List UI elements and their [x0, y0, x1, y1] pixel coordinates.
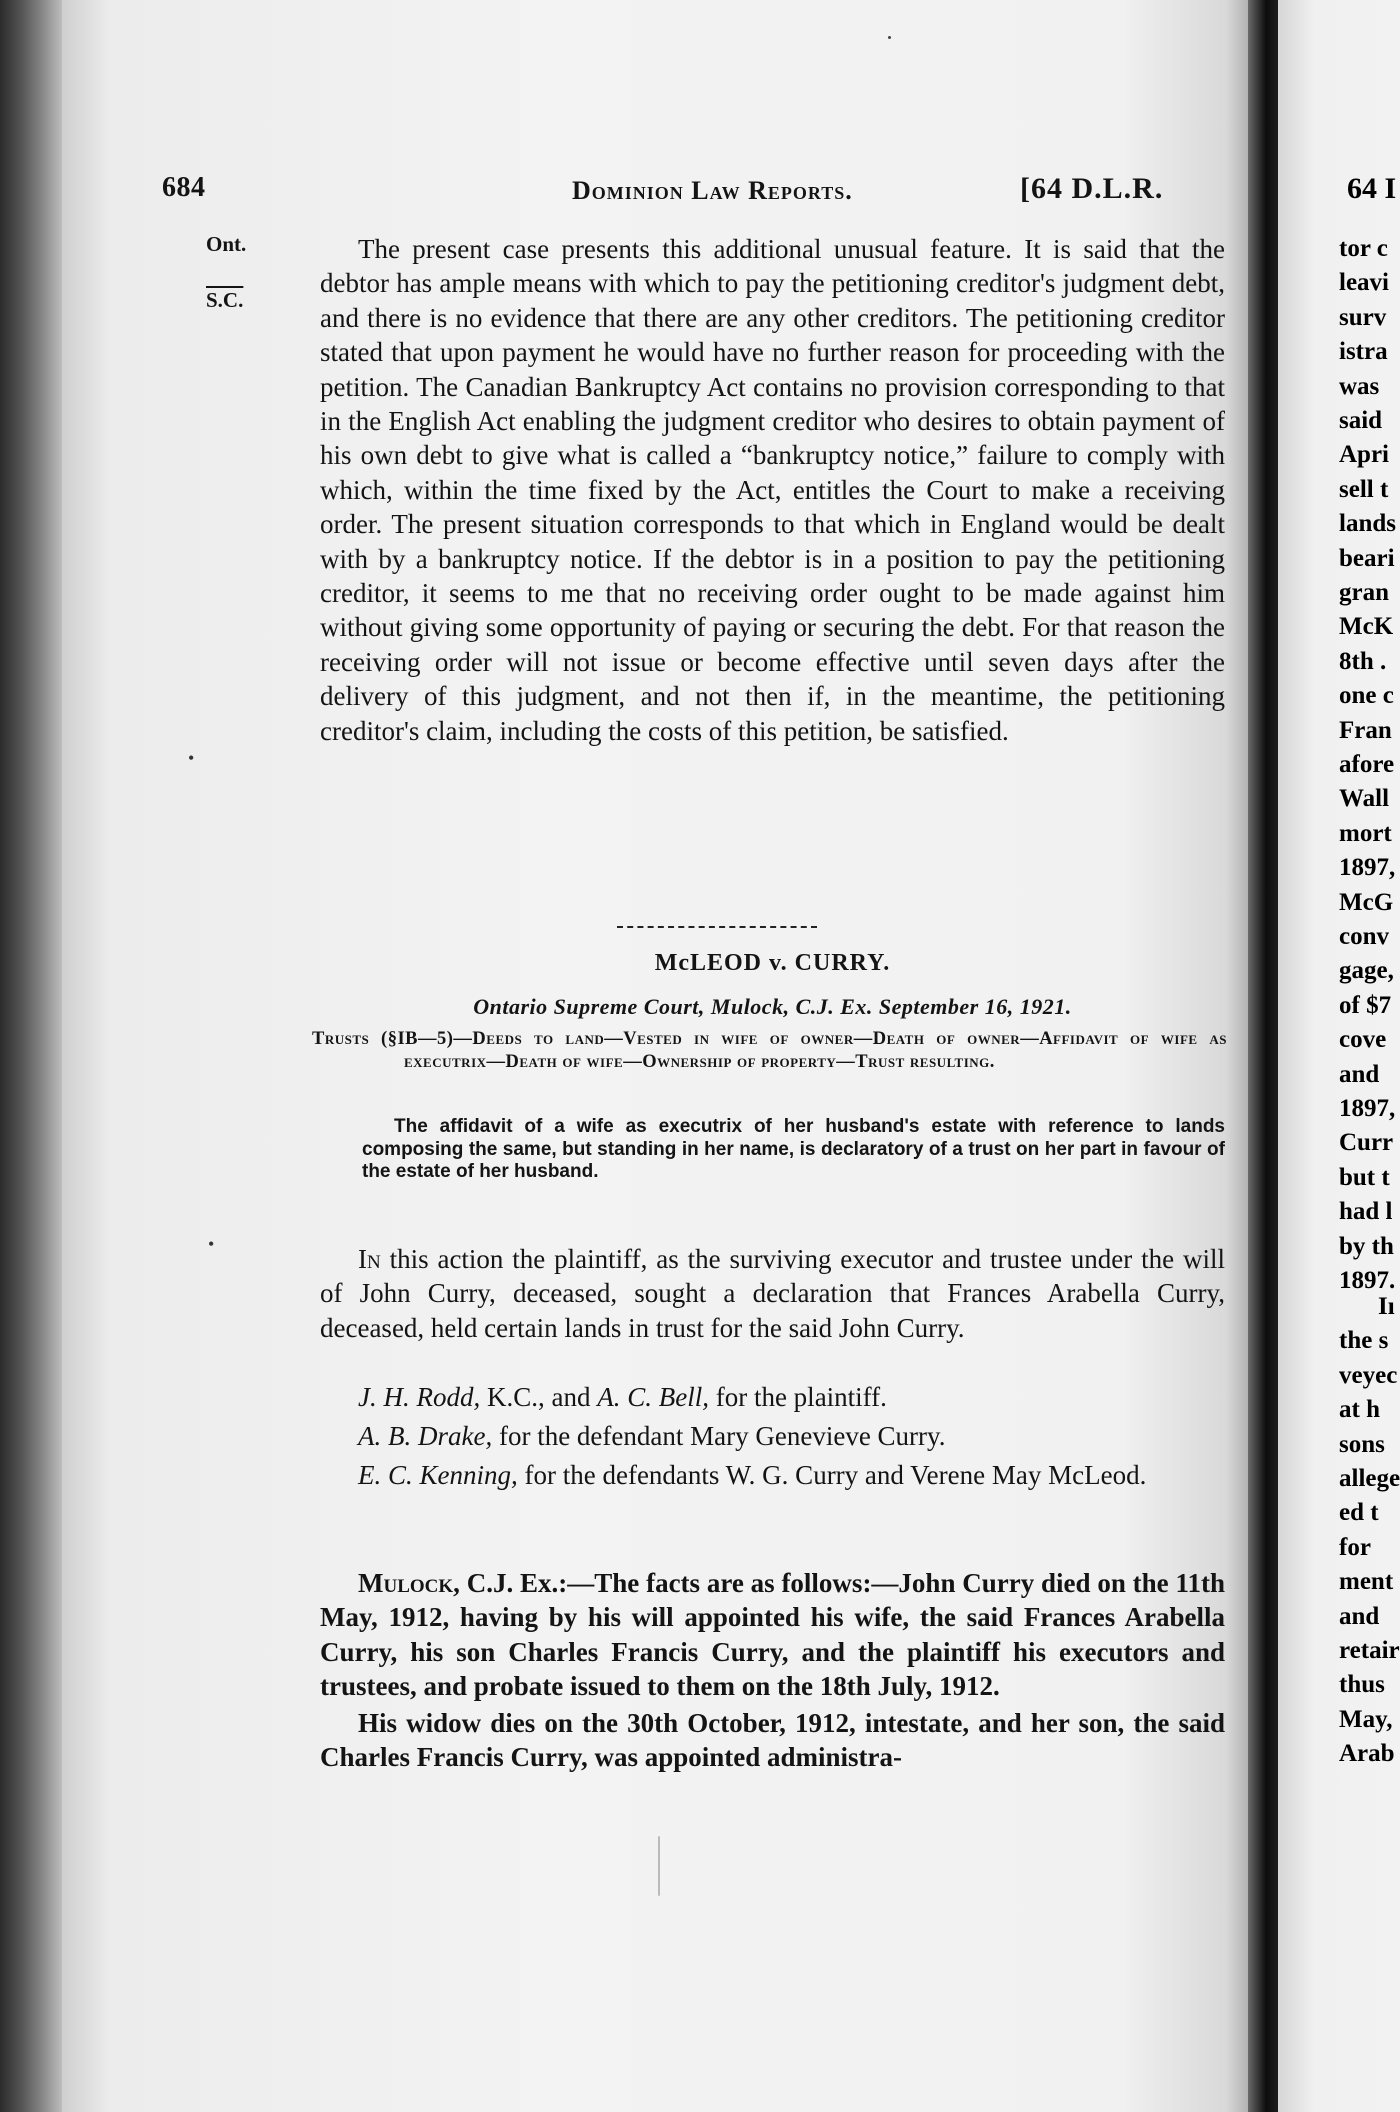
right-page-line: Apri — [1339, 441, 1389, 469]
right-page-line: was — [1339, 372, 1380, 400]
right-page-line: but t — [1339, 1163, 1390, 1191]
margin-note-jurisdiction: Ont. — [206, 232, 247, 256]
print-speck — [888, 36, 891, 39]
right-page-line: lands — [1339, 510, 1396, 538]
action-lead-word: In — [358, 1244, 381, 1274]
right-page-line: tor c — [1339, 235, 1388, 262]
right-page-line: conv — [1339, 923, 1389, 950]
action-paragraph — [320, 1242, 1225, 1345]
headnote-holding: The affidavit of a wife as executrix of her husband's estate with reference to lands composing the same, but standing in her name, is declaratory of a trust on her part in favour of the estate of her husband. — [362, 1116, 1225, 1182]
counsel-name: J. H. Rodd, — [358, 1382, 481, 1412]
right-page-line: thus — [1339, 1671, 1385, 1699]
right-page-line: one c — [1339, 682, 1394, 710]
right-page-line: sell t — [1339, 475, 1389, 503]
right-page-line: Curr — [1339, 1129, 1394, 1157]
counsel-name: A. B. Drake, — [358, 1421, 493, 1451]
right-page-line: Arab — [1339, 1740, 1395, 1768]
right-page-line: had l — [1339, 1198, 1393, 1226]
margin-bullet: • — [208, 1234, 215, 1254]
right-page-line: Fran — [1339, 716, 1392, 744]
right-page-line: sons — [1339, 1430, 1385, 1458]
counsel-line-plaintiff — [320, 1380, 1225, 1414]
print-mark — [658, 1836, 660, 1896]
right-page-line: 1897, — [1339, 1095, 1396, 1122]
right-page-line: 1897, — [1339, 854, 1396, 882]
headnote-catchwords: Trusts (§IB—5)—Deeds to land—Vested in wife of owner—Death of owner—Affidavit of wife as executrix—Death of wife—Ownership of property—Trust resulting. — [312, 1029, 1227, 1072]
action-text: this action the plaintiff, as the surviving executor and trustee under the will of John Curry, deceased, sought a declaration that Frances Arabella Curry, deceased, held certain lands in trust for the said John Curry. — [320, 1244, 1225, 1343]
opening-paragraph: The present case presents this additional unusual feature. It is said that the debtor has ample means with which to pay the petitioning creditor's judgment debt, and there is no evidence that there are any other creditors. The petitioning creditor stated that upon payment he would have no further reason for proceeding with the petition. The Canadian Bankruptcy Act contains no provision corresponding to that in the English Act enabling the judgment creditor who desires to obtain payment of his own debt to give what is called a “bankruptcy notice,” failure to comply with which, within the time fixed by the Act, entitles the Court to make a receiving order. The present situation corresponds to that which in England would be dealt with by a bankruptcy notice. If the debtor is in a position to pay the petitioning creditor, it seems to me that no receiving order ought to be made against him without giving some opportunity of paying or securing the debt. For that reason the receiving order will not issue or become effective until seven days after the delivery of this judgment, and not then if, in the meantime, the petitioning creditor's claim, including the costs of this petition, be satisfied. — [320, 234, 1225, 746]
counsel-name: E. C. Kenning, — [358, 1460, 518, 1490]
judge-name: Mulock — [358, 1568, 454, 1598]
right-page-line: gran — [1339, 579, 1389, 606]
right-page-line: veyec — [1339, 1361, 1398, 1389]
right-page-line: said — [1339, 407, 1383, 434]
left-page — [62, 0, 1262, 2112]
margin-note-court: S.C. — [206, 288, 244, 312]
right-page-line: cove — [1339, 1026, 1387, 1054]
right-page-line: gage, — [1339, 957, 1394, 985]
right-page-line: McK — [1339, 613, 1394, 641]
counsel-middle: K.C., and — [480, 1382, 598, 1412]
right-page-line: and — [1339, 1602, 1380, 1630]
counsel-role: for the plaintiff. — [708, 1382, 887, 1412]
counsel-name: A. C. Bell, — [597, 1382, 709, 1412]
right-page-line: 1897. — [1339, 1267, 1396, 1294]
right-page-line: surv — [1339, 303, 1387, 331]
counsel-line-defendants — [320, 1458, 1225, 1492]
right-page-line: mort — [1339, 819, 1392, 847]
section-divider — [617, 926, 817, 928]
right-page-line: ment — [1339, 1568, 1394, 1596]
right-page-line: Iı — [1378, 1293, 1395, 1320]
right-page-line: the s — [1339, 1327, 1389, 1355]
right-page-line: for — [1339, 1533, 1371, 1561]
book-gutter — [1248, 0, 1278, 2112]
volume-reference: [64 D.L.R. — [1020, 172, 1164, 205]
right-page-line: 8th . — [1339, 647, 1387, 675]
widow-paragraph: His widow dies on the 30th October, 1912, intestate, and her son, the said Charles Francis Curry, was appointed administra- — [320, 1708, 1225, 1773]
right-page-line: beari — [1339, 544, 1395, 572]
page-number: 684 — [162, 172, 206, 203]
right-page-line: ed t — [1339, 1499, 1379, 1527]
right-page-line: Wall — [1339, 785, 1390, 813]
right-page-line: McG — [1339, 888, 1394, 916]
book-binding-edge — [0, 0, 62, 2112]
right-page-line: May, — [1339, 1705, 1393, 1733]
right-page-line: and — [1339, 1060, 1380, 1088]
right-page-line: retair — [1339, 1637, 1400, 1664]
right-page-line: at h — [1339, 1396, 1380, 1424]
right-page-line: istra — [1339, 338, 1388, 366]
counsel-line-defendant — [320, 1419, 1225, 1453]
right-page-header: 64 I — [1347, 172, 1397, 205]
running-head: Dominion Law Reports. — [572, 176, 853, 205]
right-page-line: of $7 — [1339, 991, 1392, 1019]
counsel-role: for the defendants W. G. Curry and Verene May McLeod. — [517, 1460, 1147, 1490]
right-page-line: afore — [1339, 751, 1395, 778]
case-title: McLEOD v. CURRY. — [654, 950, 891, 976]
right-page-line: allege — [1339, 1465, 1400, 1492]
right-page-line: leavi — [1339, 269, 1389, 297]
right-page-line: by th — [1339, 1232, 1394, 1260]
margin-bullet: • — [188, 748, 195, 768]
counsel-role: for the defendant Mary Genevieve Curry. — [492, 1421, 946, 1451]
judgment-text: , C.J. Ex.:—The facts are as follows:—John Curry died on the 11th May, 1912, having by his will appointed his wife, the said Frances Arabella Curry, his son Charles Francis Curry, and the plaintiff his executors and trustees, and probate issued to them on the 18th July, 1912. — [320, 1568, 1225, 1702]
court-and-date-line: Ontario Supreme Court, Mulock, C.J. Ex. September 16, 1921. — [473, 994, 1072, 1019]
judgment-paragraph — [320, 1566, 1225, 1704]
